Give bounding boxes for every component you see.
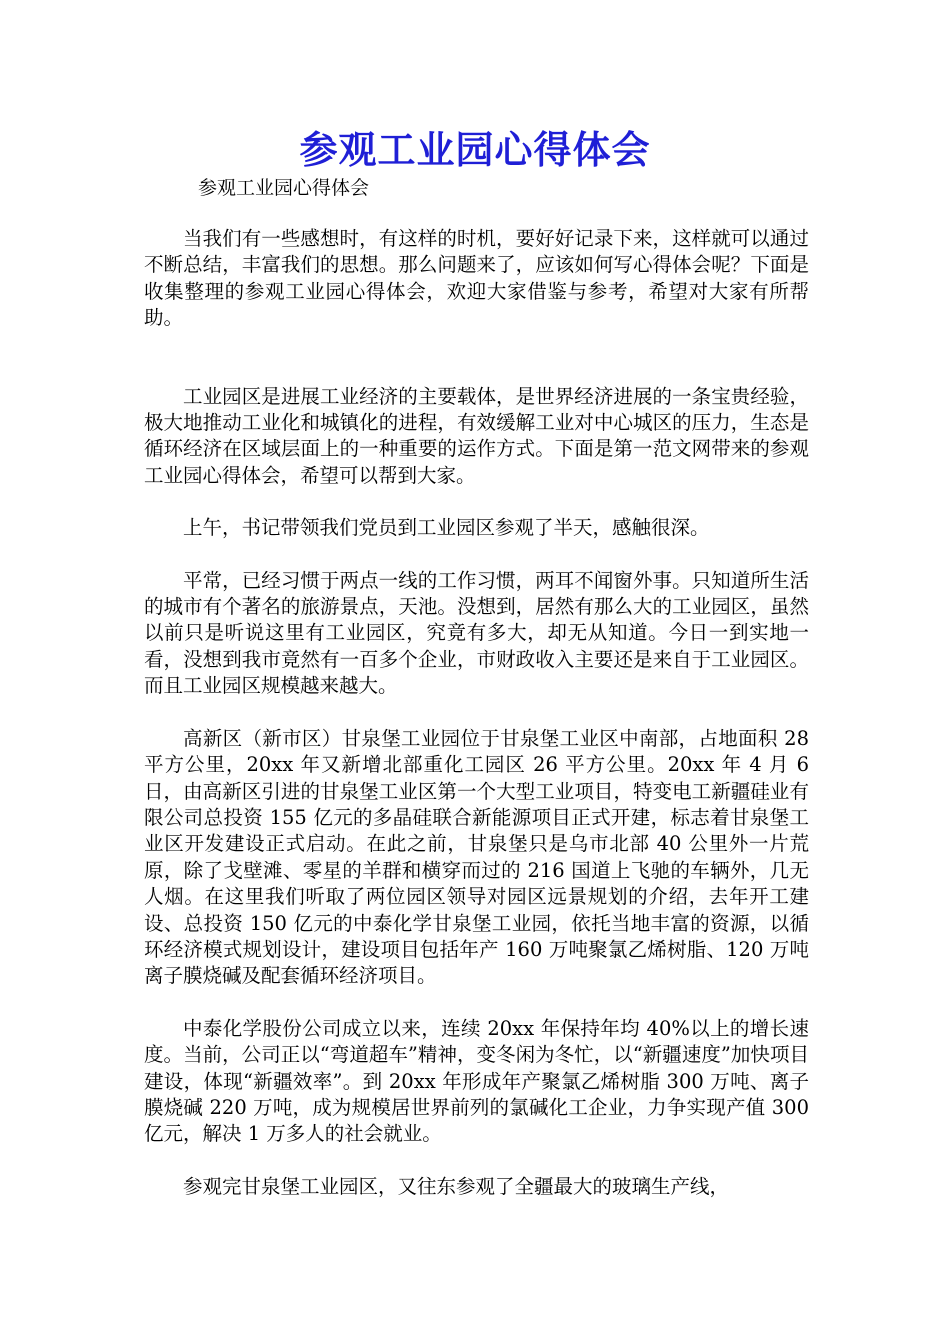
paragraph-ganquanpu-park: 高新区（新市区）甘泉堡工业园位于甘泉堡工业区中南部，占地面积 28 平方公里，20xx 年又新增北部重化工园区 26 平方公里。20xx 年 4 月 6 日，由高新区引进的甘泉堡工业区第一个大型工业项目，特变电工新疆硅业有限公司总投资 155 亿元的多晶硅联合新能源项目正式开建，标志着甘泉堡工业区开发建设正式启动。在此之前，甘泉堡只是乌市北部 40 公里外一片荒原，除了戈壁滩、零星的羊群和横穿而过的 216 国道上飞驰的车辆外，几无人烟。在这里我们听取了两位园区领导对园区远景规划的介绍，去年开工建设、总投资 150 亿元的中泰化学甘泉堡工业园，依托当地丰富的资源，以循环经济模式规划设计，建设项目包括年产 160 万吨聚氯乙烯树脂、120 万吨离子膜烧碱及配套循环经济项目。 [144,726,809,988]
paragraph-daily-routine: 平常，已经习惯于两点一线的工作习惯，两耳不闻窗外事。只知道所生活的城市有个著名的旅游景点，天池。没想到，居然有那么大的工业园区，虽然以前只是听说这里有工业园区，究竟有多大，却无从知道。今日一到实地一看，没想到我市竟然有一百多个企业，市财政收入主要还是来自于工业园区。而且工业园区规模越来越大。 [144,568,809,698]
document-title: 参观工业园心得体会 [299,127,651,172]
document-subtitle: 参观工业园心得体会 [198,177,370,199]
paragraph-morning-visit: 上午，书记带领我们党员到工业园区参观了半天，感触很深。 [183,516,710,540]
paragraph-zhongtai-chemical: 中泰化学股份公司成立以来，连续 20xx 年保持年均 40%以上的增长速度。当前，公司正以“弯道超车”精神，变冬闲为冬忙，以“新疆速度”加快项目建设，体现“新疆效率”。到 20xx 年形成年产聚氯乙烯树脂 300 万吨、离子膜烧碱 220 万吨，成为规模居世界前列的氯碱化工企业，力争实现产值 300 亿元，解决 1 万多人的社会就业。 [144,1016,809,1146]
document-body [144,226,809,1226]
paragraph-intro: 当我们有一些感想时，有这样的时机，要好好记录下来，这样就可以通过不断总结，丰富我们的思想。那么问题来了，应该如何写心得体会呢？下面是收集整理的参观工业园心得体会，欢迎大家借鉴与参考，希望对大家有所帮助。 [144,227,809,330]
paragraph-glass-line: 参观完甘泉堡工业园区，又往东参观了全疆最大的玻璃生产线， [183,1174,730,1198]
paragraph-industrial-park: 工业园区是进展工业经济的主要载体，是世界经济进展的一条宝贵经验，极大地推动工业化和城镇化的进程，有效缓解工业对中心城区的压力，生态是循环经济在区域层面上的一种重要的运作方式。下面是第一范文网带来的参观工业园心得体会，希望可以帮到大家。 [144,384,809,487]
